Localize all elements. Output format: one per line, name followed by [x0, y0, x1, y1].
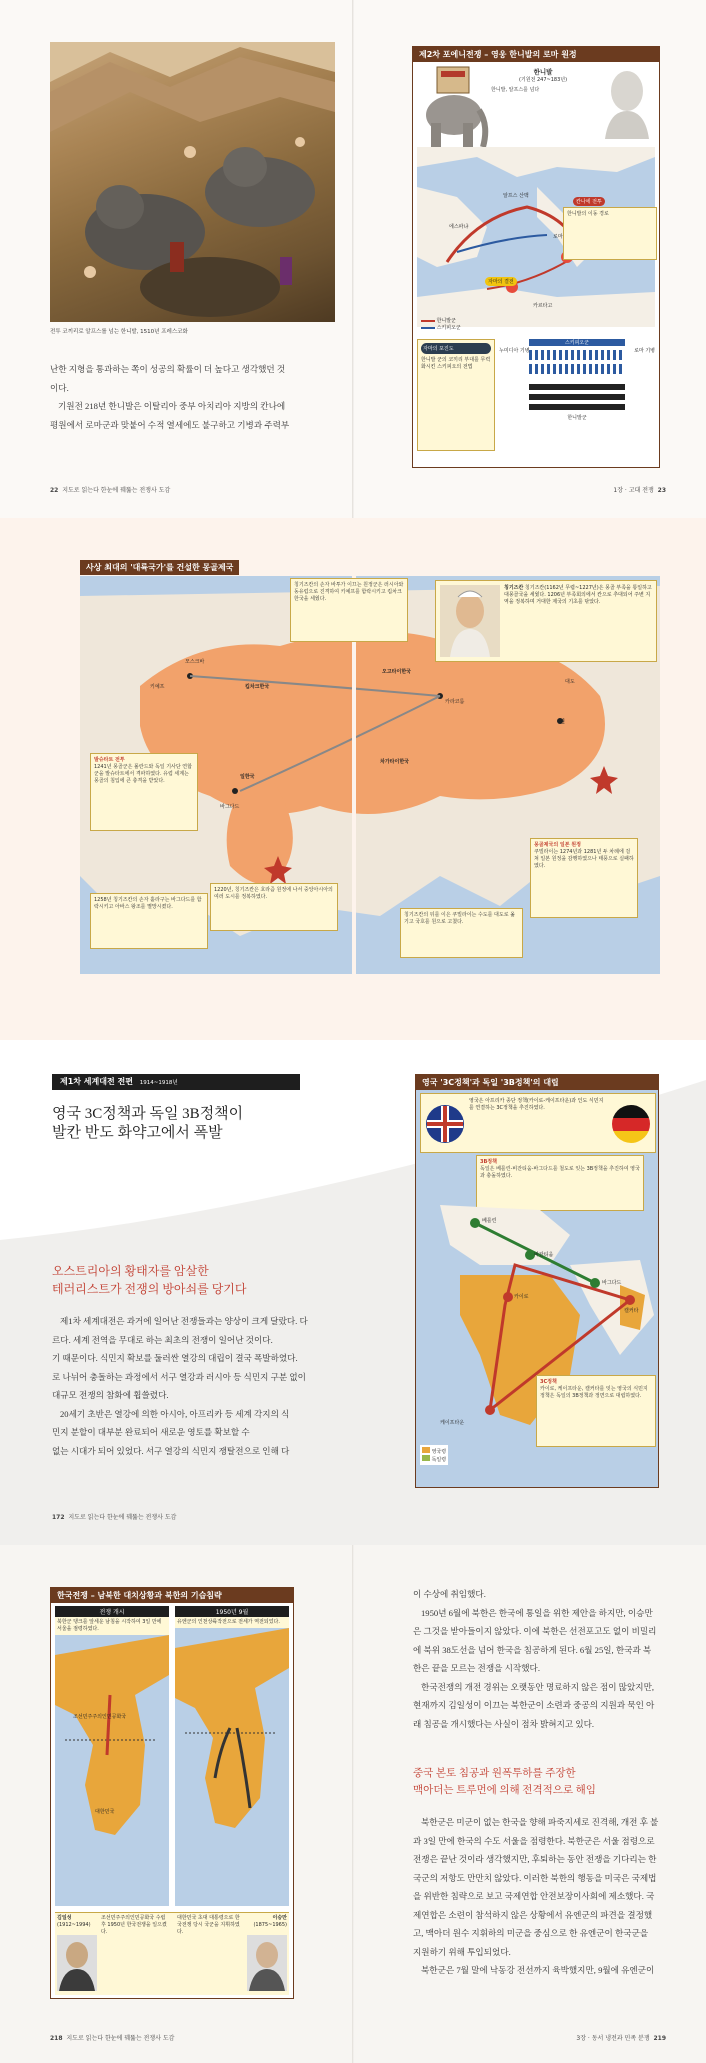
map-panel-hannibal: [412, 46, 660, 468]
formation-row: [529, 384, 625, 390]
panel-title: 전쟁 개시: [55, 1606, 169, 1617]
city-baghdad: 바그다드: [602, 1280, 622, 1286]
body-line: 은 그것을 받아들이지 않았다. 이에 북한은 선전포고도 없이 비밀리: [413, 1626, 657, 1636]
spread-korean-war: [0, 1545, 706, 2063]
formation-bottom-label: 한니발군: [567, 415, 587, 421]
zama-note-text: 한니발 군의 코끼리 부대를 무력화시킨 스키피오의 전법: [421, 357, 491, 370]
note-title: 몽골제국의 일본 원정: [534, 842, 581, 848]
body-line: 기 때문이다. 식민지 확보를 둘러싼 열강의 대립이 결국 폭발하였다.: [52, 1353, 298, 1363]
moscow-label: 모스크바: [185, 659, 205, 665]
korea-map-start: [55, 1606, 169, 1906]
formation-row: [529, 350, 625, 360]
cannae-badge: 칸나에 전투: [573, 197, 605, 206]
chagatai-label: 차가타이한국: [380, 759, 409, 765]
kim-caption: [57, 1915, 91, 1929]
body-text: [413, 1585, 663, 1733]
body-line: 르다. 세계 전역을 무대로 하는 최초의 전쟁이 일어난 것이다.: [52, 1334, 273, 1345]
legend-hannibal: 한니발군: [436, 318, 456, 324]
subhead-line: 테러리스트가 전쟁의 방아쇠를 당기다: [52, 1282, 247, 1296]
page-number: 1장 · 고대 전쟁 23: [613, 487, 666, 494]
subhead-line: 오스트리아의 황태자를 암살한: [52, 1264, 209, 1278]
spain-label: 에스파냐: [449, 224, 469, 230]
note-box: 1220년, 칭기즈칸은 호라즘 원정에 나서 중앙아시아의 여러 도시를 정복하였다.: [210, 883, 338, 931]
rhee-portrait: [247, 1935, 287, 1991]
zama-note-title: 자마의 포진도: [421, 343, 491, 354]
chapter-banner: 제1차 세계대전 전편 1914~1918년: [52, 1074, 300, 1090]
body-line: 에 북위 38도선을 넘어 한국을 침공하게 된다. 6월 25일, 한국과 북: [413, 1644, 652, 1655]
body-line: 과 3일 만에 한국의 수도 서울을 점령한다. 북한군은 서울 점령으로: [413, 1835, 655, 1846]
legend-uk: 영국령: [431, 1449, 447, 1455]
painting-illustration: [50, 42, 335, 322]
body-line: 제연합은 소련이 참석하지 않은 상황에서 유엔군의 파견을 결정했: [413, 1909, 653, 1920]
body-line: 한은 끝을 모르는 전쟁을 시작했다.: [413, 1663, 540, 1673]
legend-scipio: 스키피오군: [436, 325, 461, 331]
hannibal-header: [493, 67, 593, 83]
body-line: 북한군은 미군이 없는 한국을 향해 파죽지세로 진격해, 개전 후 불: [421, 1817, 659, 1827]
map-panel-3c3b: [415, 1074, 659, 1488]
body-line: 평원에서 로마군과 맞붙어 수적 열세에도 불구하고 기병과 주력부: [50, 419, 290, 430]
zama-note: [417, 339, 495, 451]
body-line: 난한 지형을 통과하는 쪽이 성공의 확률이 더 높다고 생각했던 것: [50, 364, 286, 374]
note-title: 발슈타트 전투: [94, 757, 125, 763]
note-box: 발슈타트 전투 1241년 몽골군은 폴란드와 독일 기사단 연합군을 발슈타트에서 격파하였다. 유럽 세계는 몽골의 침입에 큰 충격을 받았다.: [90, 753, 198, 831]
hannibal-bust: [599, 67, 655, 139]
spread-wwi: [0, 1040, 706, 1545]
page-number: 22 지도로 읽는다 한눈에 꿰뚫는 전쟁사 도감: [50, 487, 171, 494]
legend-de: 독일령: [431, 1457, 447, 1463]
uk-text: 영국은 아프리카 종단 정책(카이로-케이프타운)과 인도 식민지를 연결하는 3C정책을 추진하였다.: [469, 1098, 604, 1111]
body-line: 대규모 전쟁의 참화에 휩쓸렸다.: [52, 1390, 169, 1400]
subhead: [413, 1765, 596, 1799]
hannibal-desc: 한니발, 알프스를 넘다: [491, 87, 540, 93]
germany-title: 3B정책: [480, 1159, 497, 1165]
genghis-box: [435, 580, 657, 662]
route-note: 한니발의 이동 경로: [563, 207, 657, 260]
kiev-label: 키예프: [150, 684, 165, 690]
subhead-line: 중국 본토 침공과 원폭투하를 주장한: [413, 1768, 576, 1779]
headline-line: 영국 3C정책과 독일 3B정책이: [52, 1106, 244, 1122]
formation-row: [529, 404, 625, 410]
city-berlin: 베를린: [482, 1218, 497, 1224]
hannibal-years: (기원전 247~183년): [518, 77, 568, 83]
body-line: 1950년 6월에 북한은 한국에 통일을 위한 제안을 하지만, 이승만: [421, 1607, 653, 1618]
rhee-years: (1875~1965): [253, 1922, 287, 1928]
map-legend: [420, 1445, 448, 1465]
body-line: 현재까지 김일성이 이끄는 북한군이 소련과 중공의 지원과 묵인 아: [413, 1700, 655, 1710]
body-line: 제1차 세계대전은 과거에 일어난 전쟁들과는 양상이 크게 달랐다. 다: [60, 1316, 308, 1326]
painting-caption: 전투 코끼리로 알프스를 넘는 한니발, 1510년 프레스코화: [50, 329, 188, 335]
page-fold: [352, 1545, 354, 2063]
germany-box: 3B정책 독일은 베를린-비잔티움-바그다드를 철도로 잇는 3B정책을 추진하여 영국과 충돌하였다.: [476, 1155, 644, 1211]
map-title: 영국 '3C정책'과 독일 '3B정책'의 대립: [416, 1075, 658, 1090]
rhee-text: 대한민국 초대 대통령으로 한국전쟁 당시 국군을 지휘하였다.: [177, 1915, 240, 1935]
formation-row: [529, 394, 625, 400]
rhee-name: 이승만: [272, 1915, 287, 1921]
map-title: 한국전쟁 – 남북한 대치상황과 북한의 기습침략: [51, 1588, 293, 1603]
hannibal-painting: [50, 42, 335, 322]
subhead-line: 맥아더는 트루먼에 의해 전격적으로 해임: [413, 1785, 596, 1796]
city-byzantium: 비잔티움: [534, 1252, 554, 1258]
policy-3c-title: 3C정책: [540, 1379, 557, 1385]
rome-label: 로마: [553, 234, 563, 240]
alps-label: 알프스 산맥: [503, 193, 529, 199]
headline-line: 발칸 반도 화약고에서 폭발: [52, 1125, 223, 1141]
baghdad-label: 바그다드: [220, 804, 240, 810]
hannibal-name: 한니발: [533, 68, 553, 76]
body-line: 없는 시대가 되어 있었다. 서구 열강의 식민지 쟁탈전으로 인해 다: [52, 1445, 290, 1456]
body-line: 지원하기 위해 투입되었다.: [413, 1946, 511, 1957]
policy-3c-box: 3C정책 카이로, 케이프타운, 캘커타를 잇는 영국의 식민지 정책은 독일의 3B정책과 정면으로 대립하였다.: [536, 1375, 656, 1447]
page-fold: [352, 0, 354, 518]
body-line: 로 나뉘어 충돌하는 과정에서 서구 열강과 러시아 등 식민지 구분 없이: [52, 1371, 306, 1382]
formation-left-label: 누미디아 기병: [499, 348, 530, 354]
body-line: 이다.: [50, 382, 69, 393]
kim-portrait: [57, 1935, 97, 1991]
south-label: 대한민국: [95, 1809, 115, 1815]
body-line: 국군의 저항도 만만치 않았다. 이러한 북한의 행동을 미국은 국제법: [413, 1872, 657, 1883]
body-line: 래 침공을 개시했다는 사실이 점차 밝혀지고 있다.: [413, 1718, 595, 1729]
leaders-box: [55, 1912, 289, 1995]
body-text: [413, 1813, 663, 1980]
rhee-caption: [253, 1915, 287, 1929]
body-text: [52, 1312, 348, 1460]
zama-badge: 자마의 결전: [485, 277, 517, 286]
headline: [52, 1105, 243, 1143]
spread-hannibal: [0, 0, 706, 518]
subhead: [52, 1262, 246, 1298]
korea-peninsula: [175, 1628, 289, 1878]
panel-text: 유엔군의 인천상륙작전으로 전세가 역전되었다.: [175, 1617, 289, 1628]
map-title: 제2차 포에니전쟁 – 영웅 한니발의 로마 원정: [413, 47, 659, 62]
body-line: 이 수상에 취임했다.: [413, 1589, 486, 1599]
uk-box: [420, 1093, 656, 1153]
beijing-label: 대도: [565, 679, 575, 685]
map-title: 사상 최대의 '대륙국가'를 건설한 몽골제국: [80, 560, 239, 575]
city-calcutta: 캘커타: [624, 1308, 639, 1314]
zama-formation: [499, 339, 655, 459]
body-line: 한국전쟁의 개전 경위는 오랫동안 명료하지 않은 점이 많았지만,: [421, 1681, 655, 1692]
map-panel-korea: [50, 1587, 294, 1999]
page-number: 3장 · 동서 냉전과 민족 분쟁 219: [576, 2035, 666, 2042]
genghis-portrait: [440, 585, 500, 657]
kim-name: 김일성: [57, 1915, 72, 1921]
ilkhan-label: 일한국: [240, 774, 255, 780]
note-box: 칭기즈칸의 손자 바투가 이끄는 원정군은 러시아와 동유럽으로 진격하여 키예프를 함락시키고 킵차크한국을 세웠다.: [290, 578, 408, 642]
city-capetown: 케이프타운: [440, 1420, 465, 1426]
yuan-label: 원: [560, 719, 565, 725]
panel-text: 북한군 탱크를 앞세운 남침을 시작하여 3일 만에 서울을 점령하였다.: [55, 1617, 169, 1635]
panel-title: 1950년 9월: [175, 1606, 289, 1617]
city-cairo: 카이로: [514, 1294, 529, 1300]
korea-map-sept: [175, 1606, 289, 1906]
carthage-label: 카르타고: [533, 303, 553, 309]
kipchak-label: 킵차크한국: [245, 684, 270, 690]
body-line: 20세기 초반은 열강에 의한 아시아, 아프리카 등 세계 각지의 식: [60, 1408, 290, 1419]
map-legend: [421, 317, 461, 331]
formation-top-label: 스키피오군: [529, 339, 625, 346]
korea-peninsula: [55, 1635, 169, 1885]
note-box: 1258년 칭기즈칸의 손자 훌라구는 바그다드를 함락시키고 아바스 왕조를 멸망시켰다.: [90, 893, 208, 949]
north-label: 조선민주주의인민공화국: [73, 1714, 127, 1720]
uk-flag-icon: [425, 1104, 465, 1144]
germany-flag-icon: [611, 1104, 651, 1144]
body-line: 기원전 218년 한니발은 이탈리아 중부 아치리아 지방의 칸나에: [58, 401, 286, 411]
body-line: 을 위반한 침략으로 보고 국제연합 안전보장이사회에 제소했다. 국: [413, 1891, 655, 1901]
body-text: [50, 360, 350, 434]
page-number: 172 지도로 읽는다 한눈에 꿰뚫는 전쟁사 도감: [52, 1514, 177, 1521]
note-box: 칭기즈칸의 뒤를 이은 쿠빌라이는 수도를 대도로 옮기고 국호를 원으로 고쳤다.: [400, 908, 523, 958]
kim-text: 조선민주주의인민공화국 수립 후 1950년 한국전쟁을 일으켰다.: [101, 1915, 167, 1935]
formation-row: [529, 364, 625, 374]
spread-mongol: [0, 518, 706, 1040]
formation-right-label: 로마 기병: [634, 348, 655, 354]
page-number: 218 지도로 읽는다 한눈에 꿰뚫는 전쟁사 도감: [50, 2035, 175, 2042]
body-line: 고, 맥아더 원수 지휘하의 미군을 중심으로 한 유엔군이 한국군을: [413, 1928, 649, 1938]
karakorum-label: 카라코룸: [445, 699, 465, 705]
body-line: 전쟁은 끝난 것이라 생각했지만, 후퇴하는 동안 전쟁을 기다리는 한: [413, 1854, 657, 1864]
kim-years: (1912~1994): [57, 1922, 91, 1928]
genghis-title: 칭기즈칸: [504, 585, 524, 591]
elephant-illustration: [419, 65, 489, 155]
genghis-text: 칭기즈칸 칭기즈칸(1162년 무렵~1227년)은 몽골 부족을 통일하고 대몽골국을 세웠다. 1206년 부족회의에서 칸으로 추대되어 주변 지역을 정복하며 거대한 제국의 기초를 닦았다.: [504, 585, 652, 605]
body-line: 북한군은 7월 말에 낙동강 전선까지 육박했지만, 9월에 유엔군이: [421, 1965, 655, 1975]
note-box: 몽골제국의 일본 원정 쿠빌라이는 1274년과 1281년 두 차례에 걸쳐 일본 원정을 감행하였으나 태풍으로 실패하였다.: [530, 838, 638, 918]
body-line: 민지 분할이 대부분 완료되어 새로운 영토를 확보할 수: [52, 1427, 250, 1437]
ogedei-label: 오고타이한국: [382, 669, 411, 675]
